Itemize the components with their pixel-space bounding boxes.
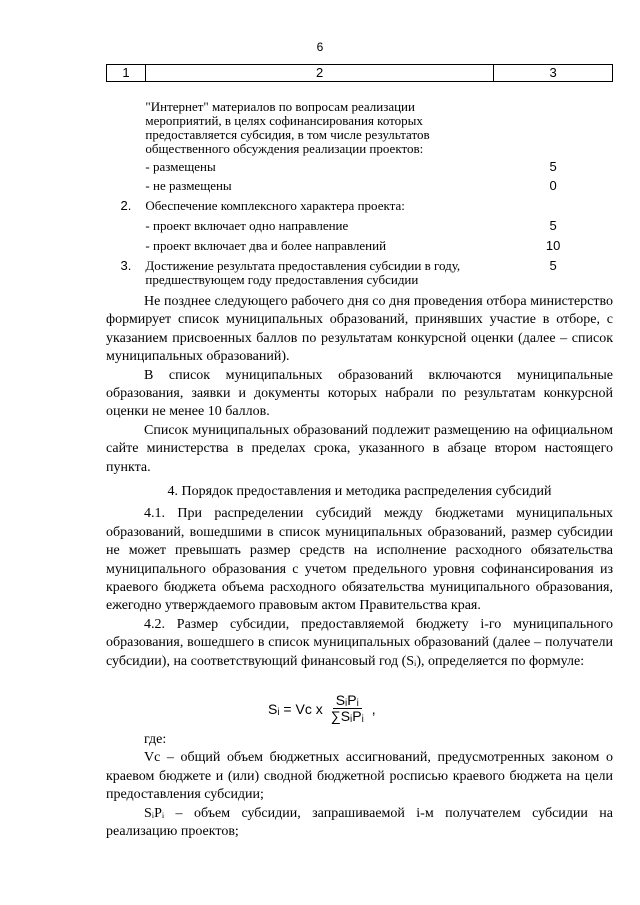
row-text: "Интернет" материалов по вопросам реализации мероприятий, в целях софинансирования которых предоставляется субсидия, в том числе результатов общественного обсуждения реализации проектов: <box>145 99 430 156</box>
row-text: - проект включает два и более направлений <box>145 238 387 253</box>
row-number <box>107 156 146 175</box>
row-text: Обеспечение комплексного характера проекта: <box>145 198 405 213</box>
table-row <box>107 156 613 175</box>
paragraph: В список муниципальных образований включаются муниципальные образования, заявки и документы которых набрали по результатам конкурсной оценки не менее 10 баллов. <box>106 367 613 420</box>
column-header-3: 3 <box>494 65 613 82</box>
column-header-2: 2 <box>145 65 493 82</box>
row-points: 10 <box>545 238 561 253</box>
row-points <box>494 82 613 157</box>
row-text: Достижение результата предоставления субсидии в году, предшествующем году предоставления субсидии <box>145 258 461 287</box>
paragraph: Не позднее следующего рабочего дня со дня проведения отбора министерство формирует список муниципальных образований, принявших участие в отборе, с указанием присвоенных баллов по результатам конкурсной оценки (далее – список муниципальных образований). <box>106 294 613 365</box>
paragraph: Список муниципальных образований подлежит размещению на официальном сайте министерства в пределах срока, указанного в абзаце втором настоящего пункта. <box>106 422 613 475</box>
section-heading: 4. Порядок предоставления и методика распределения субсидий <box>167 484 552 499</box>
table-header-row <box>107 65 613 82</box>
row-points: 5 <box>549 159 557 174</box>
body-text-upper <box>106 293 613 477</box>
table-row <box>107 214 613 234</box>
table-row <box>107 175 613 194</box>
paragraph: Vc – общий объем бюджетных ассигнований, предусмотренных законом о краевом бюджете и (или) сводной бюджетной росписью краевого бюджета на цели предоставления субсидии; <box>106 750 613 803</box>
row-points: 0 <box>549 178 557 193</box>
paragraph: SᵢPᵢ – объем субсидии, запрашиваемой i-м получателем субсидии на реализацию проектов; <box>106 805 613 840</box>
where-label: где: <box>144 732 167 747</box>
page-number: 6 <box>316 40 324 54</box>
row-number: 3. <box>120 258 132 273</box>
table-row <box>107 82 613 157</box>
row-number <box>107 175 146 194</box>
formula-denominator: ∑SᵢPᵢ <box>330 708 364 724</box>
formula-numerator: SᵢPᵢ <box>333 693 362 709</box>
body-text-lower <box>106 483 613 671</box>
scoring-table <box>106 64 613 302</box>
row-points: 5 <box>549 258 557 273</box>
column-header-1: 1 <box>107 65 146 82</box>
paragraph: 4.1. При распределении субсидий между бюджетами муниципальных образований, вошедшими в список муниципальных образований, размер субсидии не может превышать размер средств на исполнение расходного обязательства муниципального образования с учетом предельного уровня софинансирования из краевого бюджета объема расходного обязательства муниципального образования, ежегодно утверждаемого правовым актом Правительства края. <box>106 506 613 614</box>
row-points: 5 <box>549 218 557 233</box>
row-text: - не размещены <box>145 178 232 193</box>
formula-tail: , <box>371 700 376 717</box>
row-number <box>107 214 146 234</box>
table-row <box>107 194 613 214</box>
subsidy-formula <box>268 693 376 724</box>
body-text-definitions <box>106 731 613 841</box>
row-number <box>107 82 146 157</box>
formula-fraction <box>328 693 367 724</box>
row-text: - размещены <box>145 159 216 174</box>
paragraph: 4.2. Размер субсидии, предоставляемой бюджету i-го муниципального образования, вошедшего в список муниципальных образований (далее – получатели субсидии), на соответствующий финансовый год (Sᵢ), определяется по формуле: <box>106 616 613 669</box>
row-number: 2. <box>120 198 132 213</box>
row-points <box>494 194 613 214</box>
formula-lhs: Sᵢ = Vc x <box>268 700 323 717</box>
row-text: - проект включает одно направление <box>145 218 349 233</box>
row-number <box>107 234 146 254</box>
table-row <box>107 234 613 254</box>
